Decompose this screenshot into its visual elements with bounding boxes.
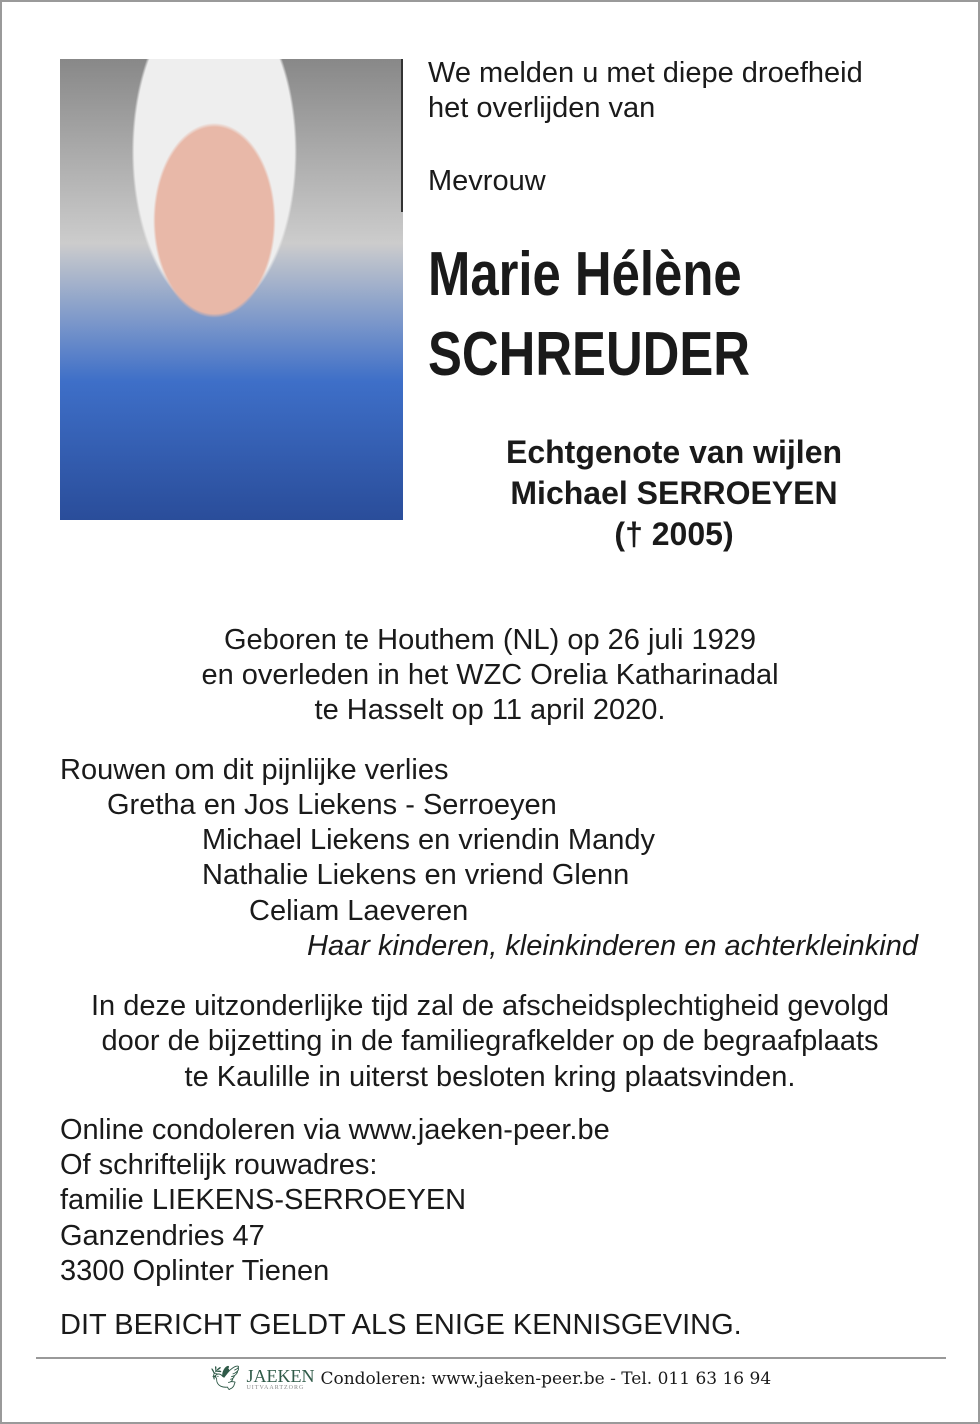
birth-line: te Hasselt op 11 april 2020. <box>314 694 666 726</box>
contact-line: Of schriftelijk rouwadres: <box>60 1149 378 1181</box>
spouse-line: Echtgenote van wijlen <box>505 434 843 470</box>
ceremony-line: In deze uitzonderlijke tijd zal de afscheidsplechtigheid gevolgd <box>90 990 889 1022</box>
ceremony-line: door de bijzetting in de familiegrafkelder op de begraafplaats <box>101 1025 879 1057</box>
last-name: SCHREUDER <box>428 320 751 389</box>
title: Mevrouw <box>428 165 546 197</box>
footer-rule <box>36 1357 946 1359</box>
funeral-home-logo <box>246 1367 314 1391</box>
mourner: Celiam Laeveren <box>249 895 469 927</box>
mourners-intro: Rouwen om dit pijnlijke verlies <box>60 754 449 786</box>
first-name: Marie Hélène <box>428 240 742 309</box>
intro-line: het overlijden van <box>428 92 656 124</box>
spouse-line: († 2005) <box>614 516 734 552</box>
contact-line: Online condoleren via www.jaeken-peer.be <box>60 1114 610 1146</box>
ceremony-line: te Kaulille in uiterst besloten kring plaatsvinden. <box>184 1061 796 1093</box>
footer <box>210 1364 771 1393</box>
contact-line: 3300 Oplinter Tienen <box>60 1255 330 1287</box>
mourner: Gretha en Jos Liekens - Serroeyen <box>107 789 557 821</box>
dove-icon: 🕊 <box>210 1365 241 1392</box>
notice: DIT BERICHT GELDT ALS ENIGE KENNISGEVING. <box>60 1309 742 1341</box>
mourner: Nathalie Liekens en vriend Glenn <box>202 859 630 891</box>
contact-line: Ganzendries 47 <box>60 1220 265 1252</box>
contact-line: familie LIEKENS-SERROEYEN <box>60 1184 467 1216</box>
birth-line: Geboren te Houthem (NL) op 26 juli 1929 <box>224 624 756 656</box>
logo-sub: UITVAARTZORG <box>246 1384 305 1391</box>
footer-text: Condoleren: www.jaeken-peer.be - Tel. 011 63 16 94 <box>320 1368 772 1389</box>
divider <box>401 59 403 212</box>
spouse-line: Michael SERROEYEN <box>510 475 838 511</box>
portrait-photo <box>60 59 403 520</box>
birth-line: en overleden in het WZC Orelia Katharinadal <box>201 659 779 691</box>
logo-name: JAEKEN <box>246 1365 315 1386</box>
mourners-signoff: Haar kinderen, kleinkinderen en achterkleinkind <box>307 930 918 962</box>
intro-line: We melden u met diepe droefheid <box>428 57 863 89</box>
mourner: Michael Liekens en vriendin Mandy <box>202 824 655 856</box>
